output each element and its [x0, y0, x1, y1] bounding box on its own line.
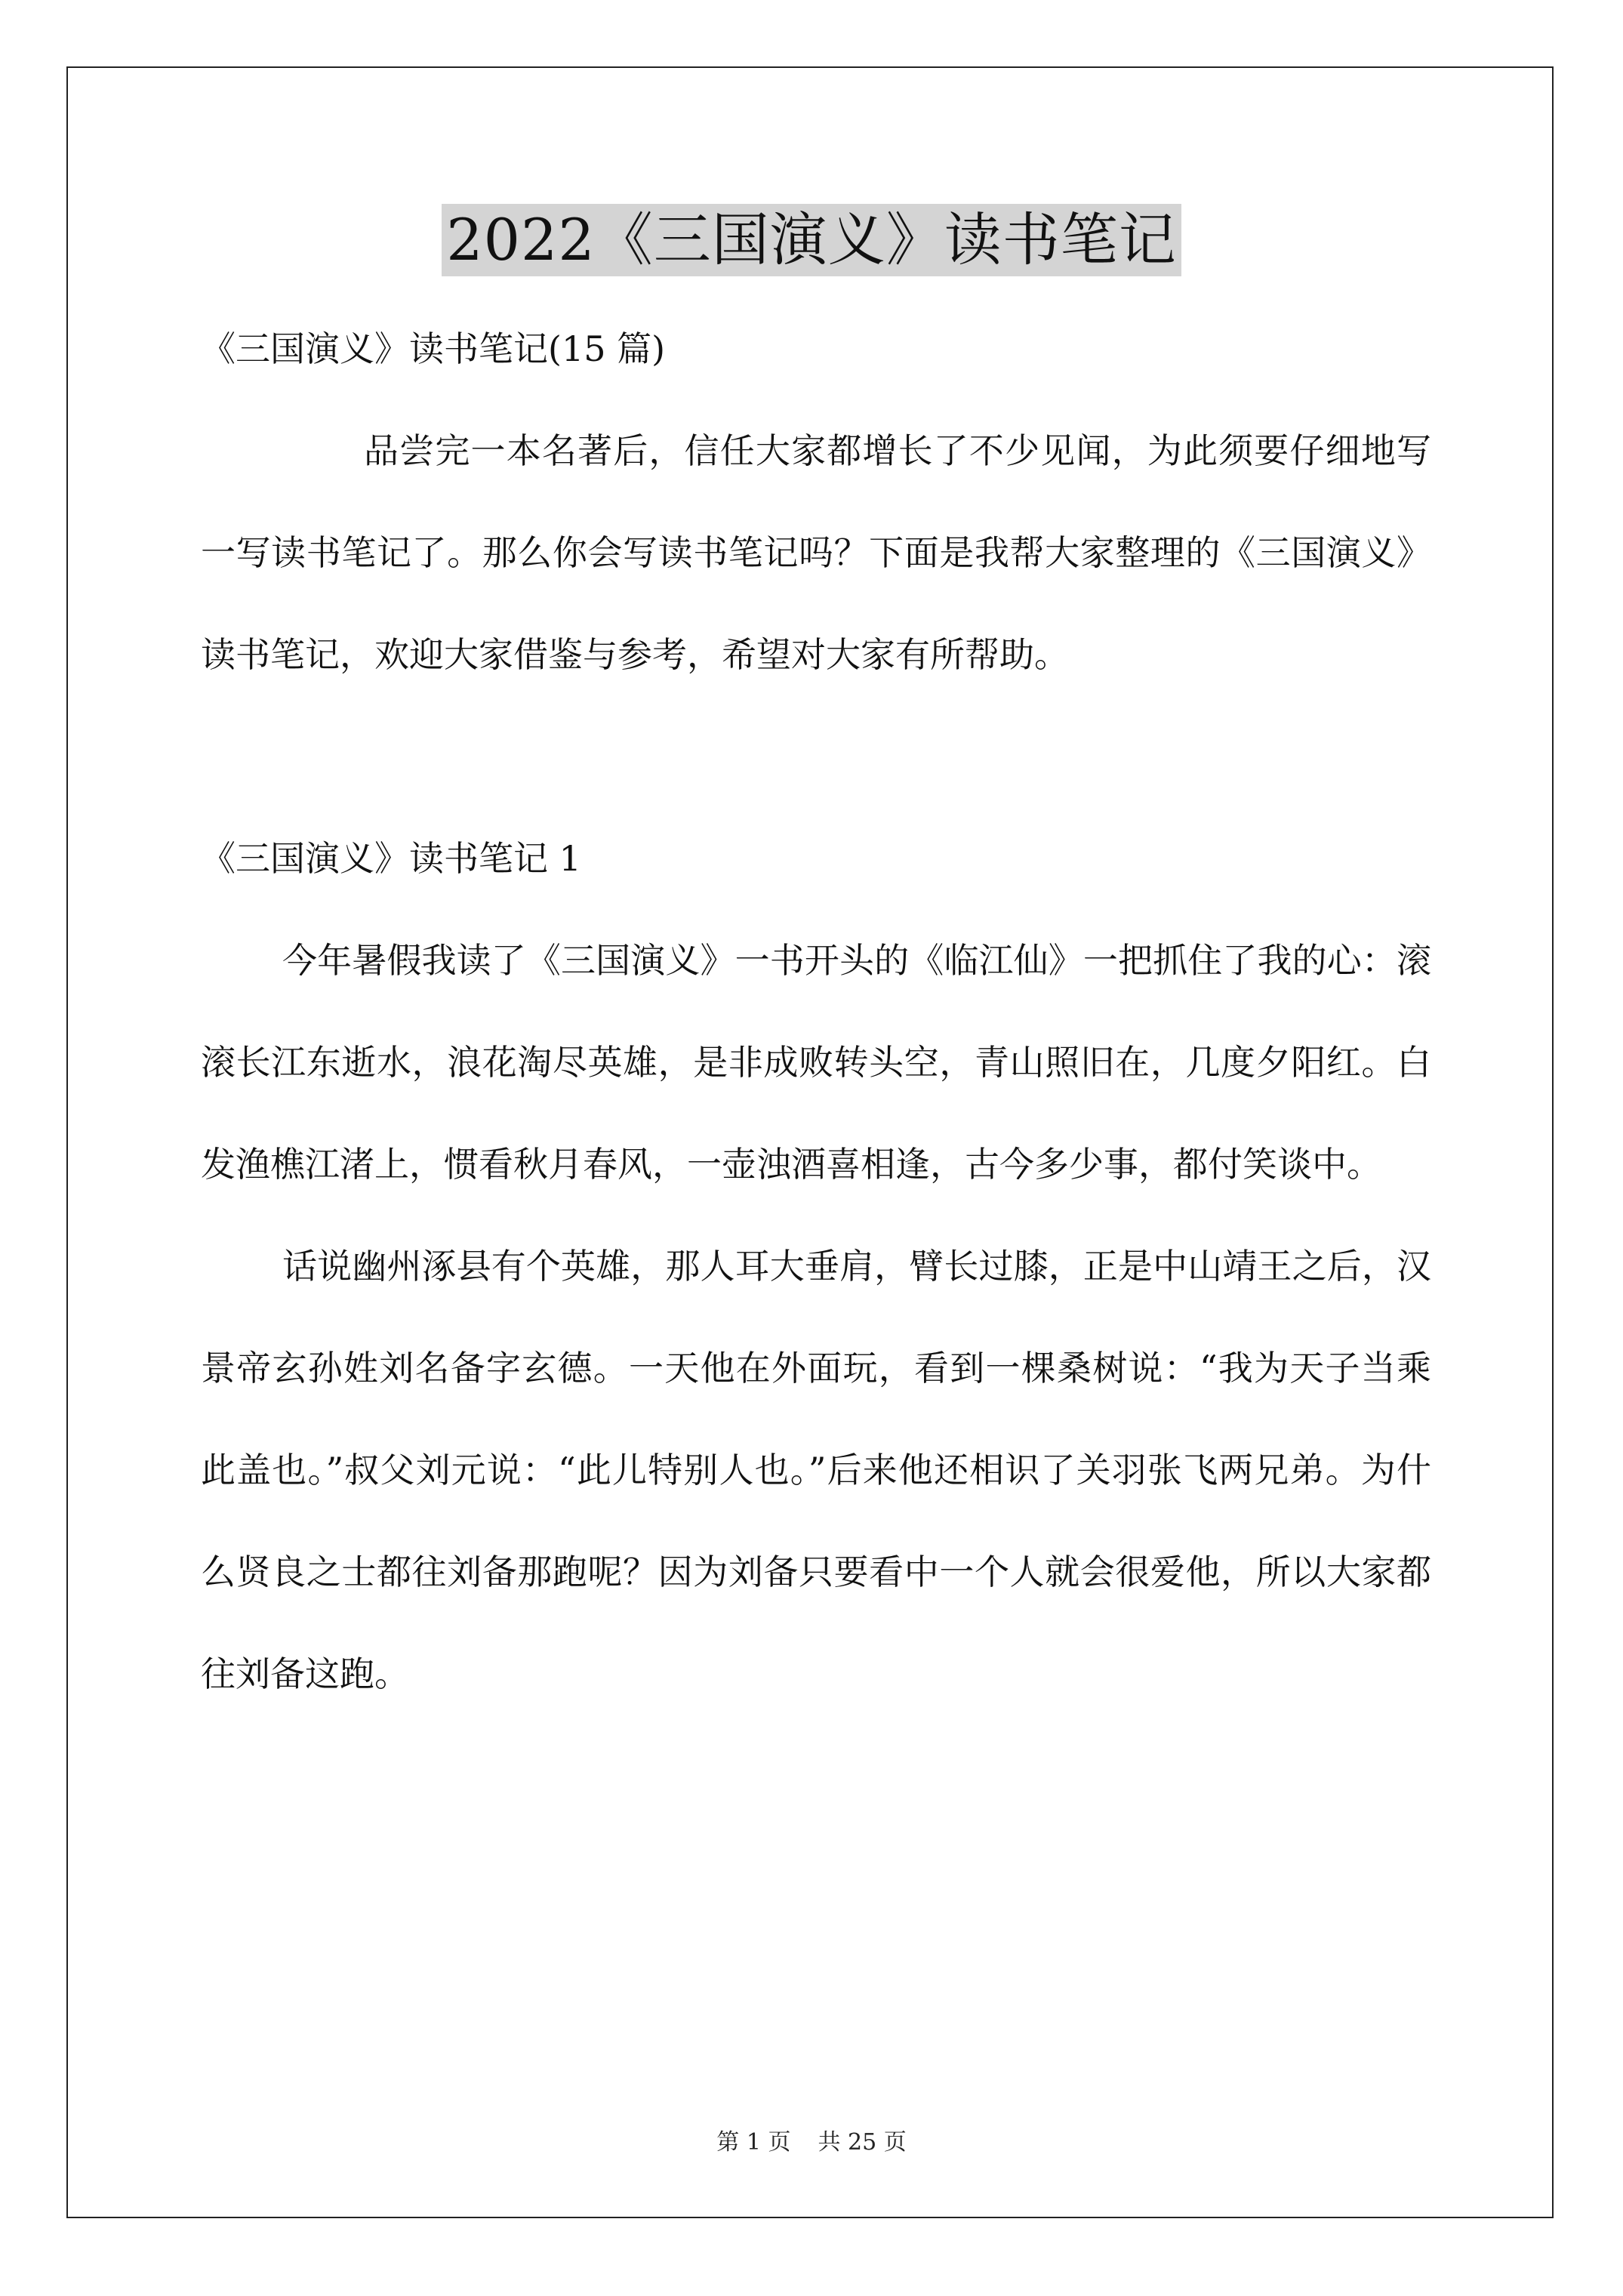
body-paragraph: 今年暑假我读了《三国演义》一书开头的《临江仙》一把抓住了我的心：滚滚长江东逝水，浪花淘尽英雄，是非成败转头空，青山照旧在，几度夕阳红。白发渔樵江渚上，惯看秋月春风，一壶浊酒喜相逢，古今多少事，都付笑谈中。	[201, 940, 1431, 1185]
page-footer	[0, 2128, 1623, 2158]
section-spacer	[201, 706, 1431, 808]
body-paragraph: 话说幽州涿县有个英雄，那人耳大垂肩，臂长过膝，正是中山靖王之后，汉景帝玄孙姓刘名备字玄德。一天他在外面玩，看到一棵桑树说：“我为天子当乘此盖也。”叔父刘元说：“此儿特别人也。”后来他还相识了关羽张飞两兄弟。为什么贤良之士都往刘备那跑呢？因为刘备只要看中一个人就会很爱他，所以大家都往刘备这跑。	[201, 1246, 1431, 1694]
document-body	[201, 298, 1431, 1725]
intro-paragraph: 品尝完一本名著后，信任大家都增长了不少见闻，为此须要仔细地写一写读书笔记了。那么你会写读书笔记吗？下面是我帮大家整理的《三国演义》读书笔记，欢迎大家借鉴与参考，希望对大家有所帮助。	[201, 430, 1431, 675]
page-total: 共 25 页	[818, 2129, 907, 2156]
document-title: 2022《三国演义》读书笔记	[442, 204, 1181, 276]
section-heading: 《三国演义》读书笔记 1	[201, 838, 581, 879]
document-subtitle: 《三国演义》读书笔记(15 篇)	[201, 328, 666, 369]
page-number: 第 1 页	[716, 2129, 791, 2156]
title-container	[0, 204, 1623, 276]
